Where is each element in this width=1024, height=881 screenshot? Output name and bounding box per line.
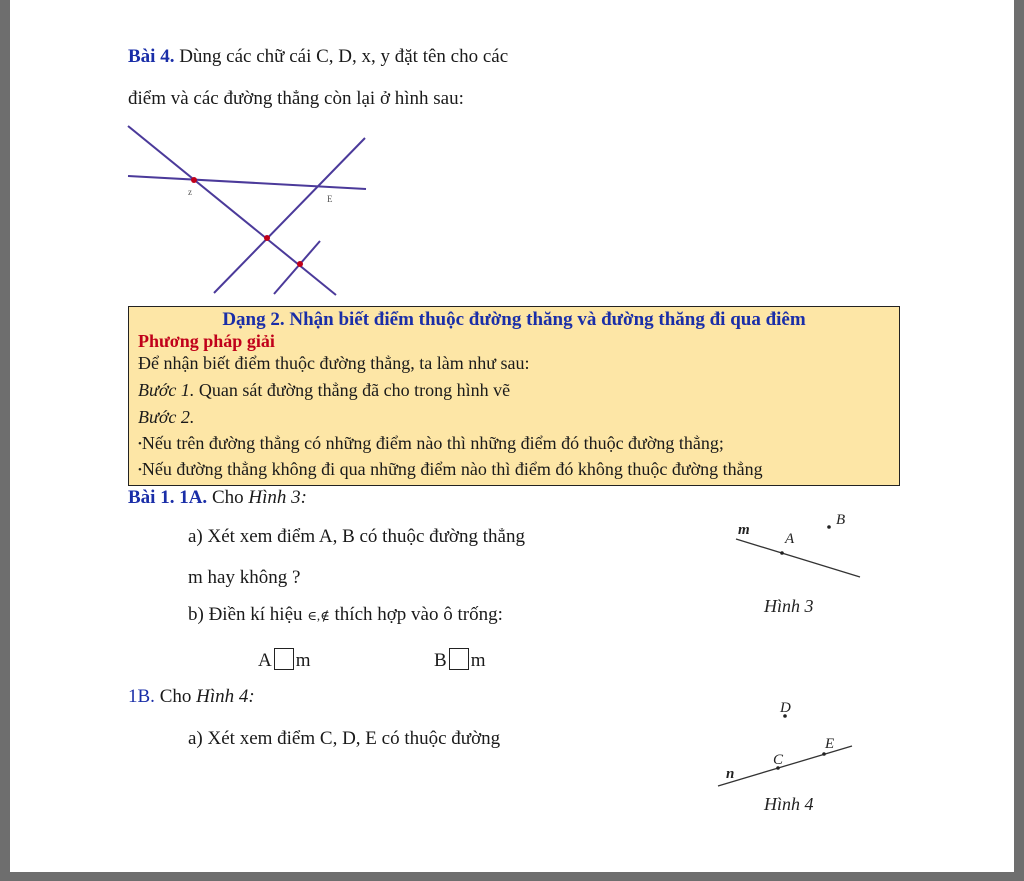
bullet2-text: Nếu đường thẳng không đi qua những điểm nào thì điểm đó không thuộc đường thẳng: [141, 459, 763, 479]
fill-b-right: m: [470, 650, 486, 671]
label-e: E: [825, 736, 835, 752]
step1-label: Bước 1.: [138, 380, 195, 400]
bai4-label: Bài 4.: [128, 46, 175, 67]
method-bullet-1: [138, 433, 724, 454]
label-n: n: [726, 766, 735, 782]
bullet-icon: •: [138, 438, 142, 450]
fig-point-3: [297, 261, 303, 267]
method-step2: Bước 2.: [138, 407, 195, 427]
figure-3: [726, 505, 876, 620]
document-page: [10, 0, 1014, 872]
fill-b-box[interactable]: [449, 648, 469, 670]
bai4-text1: Dùng các chữ cái C, D, x, y đặt tên cho các: [179, 46, 509, 67]
bai1-b-prefix: b) Điền kí hiệu: [188, 604, 303, 625]
bai4-line1: [128, 46, 508, 68]
bai1-a-line2: m hay không ?: [188, 567, 301, 588]
bai1b-a-line1: a) Xét xem điểm C, D, E có thuộc đường: [188, 728, 501, 749]
fill-item-a: [258, 648, 311, 672]
line-m: [736, 539, 860, 577]
bai1b-intro: Cho: [159, 686, 192, 707]
fig-point-1: [191, 177, 197, 183]
method-box-title: Dạng 2. Nhận biết điểm thuộc đường thăng và đường thăng đi qua điêm: [222, 309, 806, 330]
fill-a-box[interactable]: [274, 648, 294, 670]
fill-b-left: B: [434, 650, 447, 671]
fig-line-horizontal: [128, 176, 366, 189]
bai1b-heading: [128, 686, 255, 708]
bai1-intro: Cho: [211, 487, 244, 508]
method-heading: Phương pháp giải: [138, 331, 275, 351]
label-b: B: [836, 512, 846, 528]
fig-label-e: E: [327, 194, 333, 204]
point-b: [827, 525, 831, 529]
point-e: [822, 752, 826, 756]
fig-label-z: z: [188, 187, 192, 197]
bai1-figref: Hình 3:: [248, 487, 307, 508]
bai4-figure: [120, 118, 390, 302]
bai1-b-line: [188, 604, 503, 626]
fig-point-2: [264, 235, 270, 241]
fig-line-diagonal-down: [128, 126, 336, 295]
fill-item-b: [434, 648, 485, 672]
figure-3-caption: Hình 3: [764, 596, 814, 616]
point-a: [780, 551, 784, 555]
bai1-b-suffix: thích hợp vào ô trống:: [334, 604, 503, 625]
line-n: [718, 746, 852, 786]
figure-4: [708, 690, 868, 820]
label-m: m: [738, 522, 750, 538]
bullet-icon: •: [138, 464, 142, 476]
bai1-label: Bài 1. 1A.: [128, 487, 208, 508]
bai1b-figref: Hình 4:: [196, 686, 255, 707]
fill-a-right: m: [295, 650, 311, 671]
method-bullet-2: [138, 459, 763, 480]
fill-a-left: A: [258, 650, 272, 671]
bullet1-text: Nếu trên đường thẳng có những điểm nào thì những điểm đó thuộc đường thẳng;: [141, 433, 724, 453]
bai1-a-line1: a) Xét xem điểm A, B có thuộc đường thẳng: [188, 526, 525, 547]
method-intro: Để nhận biết điểm thuộc đường thẳng, ta làm như sau:: [138, 353, 530, 373]
method-step1: [138, 380, 510, 401]
bai1b-label: 1B.: [128, 686, 155, 707]
method-box: [128, 306, 900, 486]
label-a: A: [785, 531, 795, 547]
label-c: C: [773, 752, 784, 768]
bai1-heading: [128, 487, 307, 509]
figure-4-caption: Hình 4: [764, 794, 814, 814]
step1-text: Quan sát đường thẳng đã cho trong hình vẽ: [198, 380, 511, 400]
bai1-b-symbols: ∈,∉: [307, 608, 330, 623]
bai4-line2: điểm và các đường thẳng còn lại ở hình sau:: [128, 88, 464, 109]
label-d: D: [780, 700, 791, 716]
